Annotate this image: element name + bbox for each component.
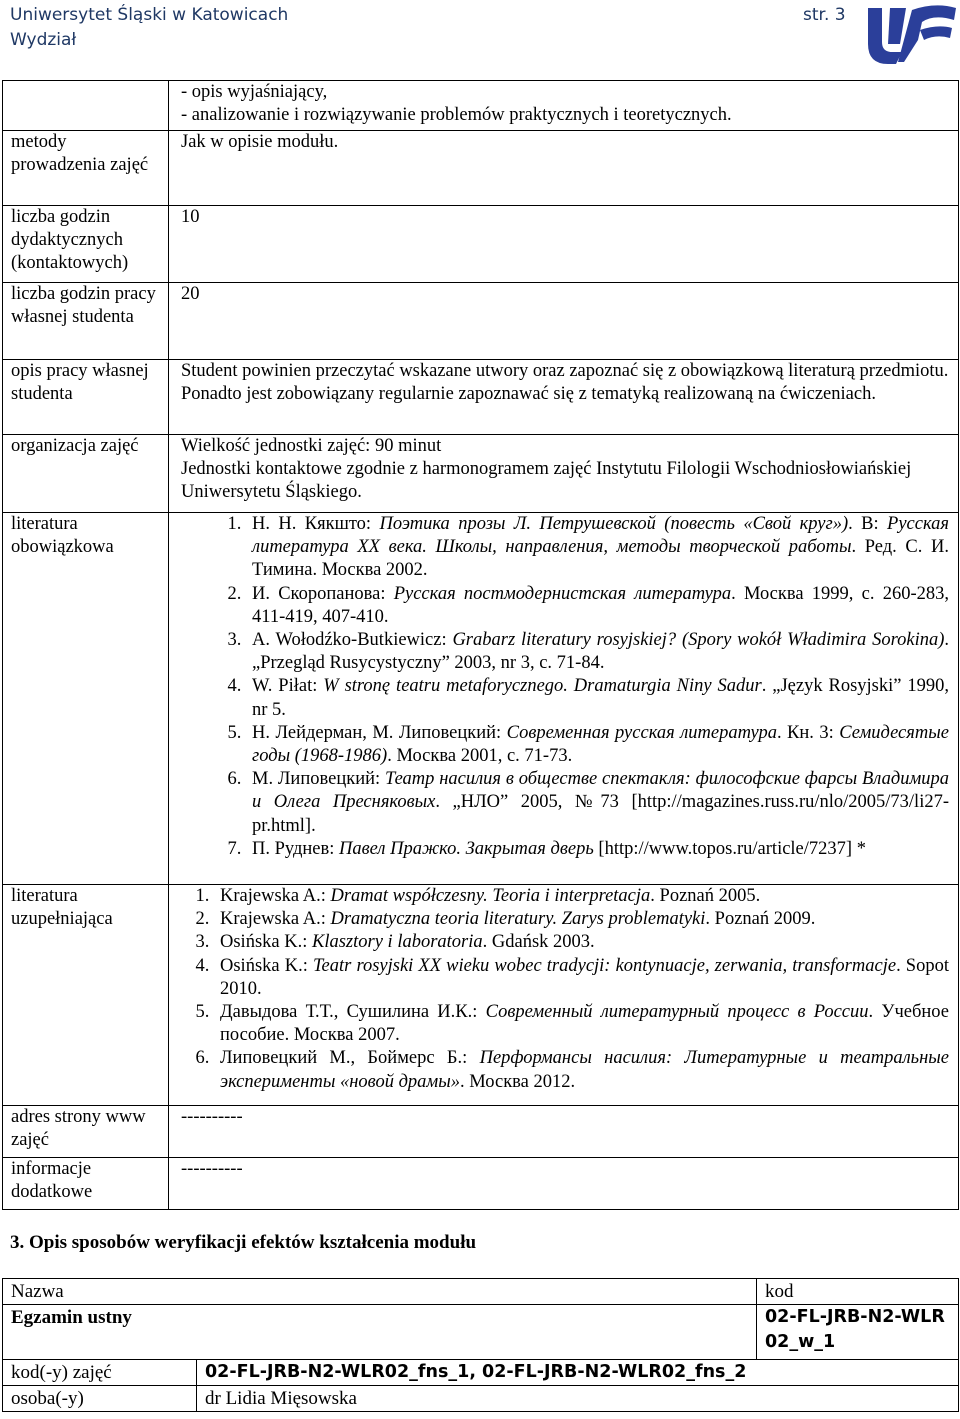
row-label-self-hours: liczba godzin pracy własnej studenta [3, 283, 169, 360]
table-row [3, 435, 959, 513]
table-row [3, 1360, 959, 1386]
list-item: 3. A. Wołodźko-Butkiewicz: Grabarz literatury rosyjskiej? (Spory wokół Władimira Sorokina). „Przegląd Rusycystyczny” 2003, nr 3, c. 71-84. [246, 629, 949, 675]
table-row [3, 1279, 959, 1305]
table-row [3, 360, 959, 435]
row-label-required-literature: literatura obowiązkowa [3, 513, 169, 885]
list-item: 5. Давыдова Т.Т., Сушилина И.К.: Современный литературный процесс в России. Учебное пособие. Москва 2007. [214, 1001, 949, 1047]
faculty-name: Wydział [10, 30, 77, 50]
name-header: Nazwa [3, 1279, 757, 1305]
table-row [3, 513, 959, 885]
list-item: 6. М. Липовецкий: Театр насилия в обществе спектакля: философские фарсы Владимира и Олега Пресняковых. „НЛО” 2005, №73 [http://magazines.russ.ru/nlo/2005/73/li27-pr.html]. [246, 768, 949, 838]
list-item: 1. Н. Н. Кякшто: Поэтика прозы Л. Петрушевской (повесть «Свой круг»). В: Русская литература ХХ века. Школы, направления, методы творческой работы. Ред. С. И. Тимина. Москва 2002. [246, 513, 949, 583]
university-name: Uniwersytet Śląski w Katowicach [10, 5, 289, 25]
row-label-empty [3, 81, 169, 131]
table-row [3, 1158, 959, 1210]
list-item: 2. Krajewska A.: Dramatyczna teoria literatury. Zarys problematyki. Poznań 2009. [214, 908, 949, 931]
classes-code-value: 02-FL-JRB-N2-WLR02_fns_1, 02-FL-JRB-N2-WLR02_fns_2 [197, 1360, 959, 1386]
row-label-organization: organizacja zajęć [3, 435, 169, 513]
row-label-self-work: opis pracy własnej studenta [3, 360, 169, 435]
list-item: 4. W. Piłat: W stronę teatru metaforycznego. Dramaturgia Niny Sadur. „Język Rosyjski” 1990, nr 5. [246, 675, 949, 721]
list-item: 3. Osińska K.: Klasztory i laboratoria. Gdańsk 2003. [214, 931, 949, 954]
persons-value: dr Lidia Mięsowska [197, 1386, 959, 1412]
table-row [3, 131, 959, 206]
table-row [3, 206, 959, 283]
supplementary-literature-list [181, 885, 949, 1094]
organization-line-2: Jednostki kontaktowe zgodnie z harmonogramem zajęć Instytutu Filologii Wschodniosłowiańskiej Uniwersytetu Śląskiego. [181, 459, 912, 503]
section-3-heading: 3. Opis sposobów weryfikacji efektów kształcenia modułu [10, 1232, 477, 1253]
row-label-methods: metody prowadzenia zajęć [3, 131, 169, 206]
description-line-2: - analizowanie i rozwiązywanie problemów praktycznych i teoretycznych. [181, 105, 732, 126]
organization-value [169, 435, 959, 513]
verification-code: 02-FL-JRB-N2-WLR02_w_1 [757, 1305, 959, 1360]
www-value: ---------- [169, 1106, 959, 1158]
persons-label: osoba(-y) [3, 1386, 197, 1412]
table-row [3, 1386, 959, 1412]
row-label-supplementary-literature: literatura uzupełniająca [3, 885, 169, 1106]
required-literature-list [181, 513, 949, 861]
table-row [3, 81, 959, 131]
list-item: 2. И. Скоропанова: Русская постмодернистская литература. Москва 1999, с. 260-283, 411-419, 407-410. [246, 583, 949, 629]
list-item: 4. Osińska K.: Teatr rosyjski XX wieku wobec tradycji: kontynuacje, zerwania, transformacje. Sopot 2010. [214, 955, 949, 1001]
row-label-extra-info: informacje dodatkowe [3, 1158, 169, 1210]
self-work-value: Student powinien przeczytać wskazane utwory oraz zapoznać się z obowiązkową literaturą przedmiotu. Ponadto jest zobowiązany regularnie zapoznawać się z tematyką realizowaną na ćwiczeniach. [169, 360, 959, 435]
code-header: kod [757, 1279, 959, 1305]
required-literature-value [169, 513, 959, 885]
table-row [3, 283, 959, 360]
list-item: 7. П. Руднев: Павел Пражко. Закрытая дверь [http://www.topos.ru/article/7237] * [246, 838, 949, 861]
verification-name: Egzamin ustny [3, 1305, 757, 1360]
contact-hours-value: 10 [169, 206, 959, 283]
table-row [3, 885, 959, 1106]
description-line-1: - opis wyjaśniający, [181, 82, 328, 102]
verification-table [2, 1278, 959, 1412]
extra-info-value: ---------- [169, 1158, 959, 1210]
row-label-contact-hours: liczba godzin dydaktycznych (kontaktowych) [3, 206, 169, 283]
module-details-table [2, 80, 959, 1210]
list-item: 5. Н. Лейдерман, М. Липовецкий: Современная русская литература. Кн. 3: Семидесятые годы (1968-1986). Москва 2001, с. 71-73. [246, 722, 949, 768]
methods-value: Jak w opisie modułu. [169, 131, 959, 206]
table-row [3, 1106, 959, 1158]
supplementary-literature-value [169, 885, 959, 1106]
row-label-www: adres strony www zajęć [3, 1106, 169, 1158]
self-hours-value: 20 [169, 283, 959, 360]
description-tail-cell [169, 81, 959, 131]
page-number: str. 3 [803, 5, 846, 25]
university-logo-icon [860, 0, 960, 70]
table-row [3, 1305, 959, 1360]
classes-code-label: kod(-y) zajęć [3, 1360, 197, 1386]
list-item: 6. Липовецкий М., Боймерс Б.: Перформансы насилия: Литературные и театральные эксперименты «новой драмы». Москва 2012. [214, 1047, 949, 1093]
organization-line-1: Wielkość jednostki zajęć: 90 minut [181, 436, 442, 456]
list-item: 1. Krajewska A.: Dramat współczesny. Teoria i interpretacja. Poznań 2005. [214, 885, 949, 908]
